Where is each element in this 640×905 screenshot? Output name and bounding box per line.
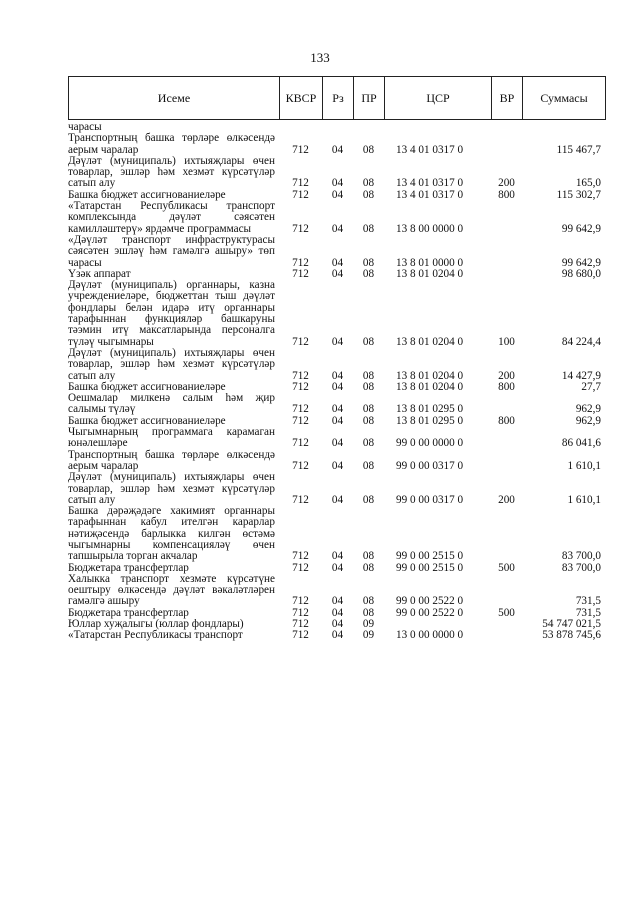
table-row — [68, 574, 605, 608]
cell-name: Халыкка транспорт хезмәте күрсәтүне оештыру өлкәсендә дәүләт вәкаләтләрен гамәлгә ашыру — [68, 572, 275, 608]
cell-vr: 500 — [498, 606, 515, 619]
cell-pr: 08 — [362, 380, 375, 393]
cell-vr — [491, 235, 522, 269]
cell-kvsr: 712 — [292, 256, 309, 269]
cell-csr: 13 8 01 0204 0 — [396, 335, 464, 348]
cell-kvsr: 712 — [292, 335, 309, 348]
cell-pr: 08 — [362, 595, 375, 608]
cell-kvsr: 712 — [292, 437, 309, 450]
cell-csr: 13 0 00 0000 0 — [396, 629, 464, 642]
cell-sum: 14 427,9 — [561, 369, 601, 382]
cell-vr — [491, 393, 522, 416]
cell-rz: 04 — [331, 595, 344, 608]
cell-rz: 04 — [331, 618, 344, 631]
table-row — [68, 235, 605, 269]
cell-name: Дәүләт (муниципаль) ихтыяҗлары өчен товарлар, эшләр һәм хезмәт күрсәтүләр сатып алу — [68, 346, 275, 382]
cell-sum: 99 642,9 — [561, 222, 601, 235]
cell-sum: 83 700,0 — [561, 561, 601, 574]
cell-sum: 86 041,6 — [561, 437, 601, 450]
cell-csr: 13 8 01 0000 0 — [396, 256, 464, 269]
cell-csr: 99 0 00 2515 0 — [396, 550, 464, 563]
table-row — [68, 280, 605, 348]
cell-csr: 13 4 01 0317 0 — [396, 177, 464, 190]
cell-pr: 08 — [362, 561, 375, 574]
table-row — [68, 427, 605, 450]
cell-pr: 09 — [362, 629, 375, 642]
cell-kvsr: 712 — [292, 414, 309, 427]
cell-csr: 99 0 00 0317 0 — [396, 459, 464, 472]
header-kvsr: КВСР — [280, 77, 323, 120]
cell-name: Башка бюджет ассигнованиеләре — [68, 188, 226, 201]
cell-vr — [491, 574, 522, 608]
cell-rz: 04 — [331, 267, 344, 280]
cell-rz: 04 — [331, 414, 344, 427]
cell-name: Транспортның башка төрләре өлкәсендә аерым чаралар — [68, 132, 275, 156]
cell-rz: 04 — [331, 188, 344, 201]
cell-vr — [491, 506, 522, 562]
cell-csr: 99 0 00 2522 0 — [396, 606, 464, 619]
cell-vr — [491, 133, 522, 156]
cell-sum: 731,5 — [575, 595, 601, 608]
table-body — [68, 122, 605, 642]
cell-sum: 1 610,1 — [567, 459, 601, 472]
cell-kvsr: 712 — [292, 188, 309, 201]
cell-name: чарасы — [68, 121, 102, 133]
cell-csr: 13 8 00 0000 0 — [396, 222, 464, 235]
cell-sum: 962,9 — [575, 403, 601, 416]
cell-name: «Татарстан Республикасы транспорт — [68, 629, 243, 642]
cell-rz — [322, 122, 353, 133]
cell-csr: 13 8 01 0295 0 — [396, 403, 464, 416]
cell-rz: 04 — [331, 256, 344, 269]
cell-name: «Дәүләт транспорт инфраструктурасы сәясәтен эшләү һәм гамәлгә ашыру» төп чарасы — [68, 233, 275, 269]
cell-vr: 200 — [498, 493, 515, 506]
cell-sum: 83 700,0 — [561, 550, 601, 563]
cell-name: Дәүләт (муниципаль) органнары, казна учреждениеләре, бюджеттан тыш дәүләт фондлары белән идарә итү органнары тарафыннан функцияләр башкаруны тәэмин итү максатларында персоналга түләү чыгымнары — [68, 279, 275, 348]
header-name: Исеме — [69, 77, 280, 120]
cell-vr: 200 — [498, 369, 515, 382]
cell-csr: 13 4 01 0317 0 — [396, 188, 464, 201]
cell-name: Юллар хуҗалыгы (юллар фондлары) — [68, 618, 244, 631]
cell-sum: 962,9 — [575, 414, 601, 427]
cell-name: Үзәк аппарат — [68, 267, 131, 280]
cell-sum: 84 224,4 — [561, 335, 601, 348]
cell-vr — [491, 122, 522, 133]
cell-name: Башка дәрәҗәдәге хакимият органнары тарафыннан кабул ителгән карарлар нәтиҗәсендә барлыкка килгән өстәмә чыгымнарны компенсацияләү өчен тапшырыла торган акчалар — [68, 505, 275, 563]
cell-kvsr: 712 — [292, 143, 309, 156]
header-sum: Суммасы — [523, 77, 606, 120]
cell-rz: 04 — [331, 380, 344, 393]
cell-vr: 800 — [498, 188, 515, 201]
table-row — [68, 630, 605, 641]
cell-vr — [491, 450, 522, 473]
cell-kvsr: 712 — [292, 618, 309, 631]
cell-pr: 08 — [362, 177, 375, 190]
cell-pr: 08 — [362, 403, 375, 416]
cell-kvsr — [279, 122, 322, 133]
cell-sum: 53 878 745,6 — [542, 629, 601, 642]
cell-kvsr: 712 — [292, 459, 309, 472]
cell-vr — [491, 619, 522, 630]
cell-csr: 13 8 01 0204 0 — [396, 380, 464, 393]
cell-sum: 99 642,9 — [561, 256, 601, 269]
cell-sum: 1 610,1 — [567, 493, 601, 506]
header-vr: ВР — [492, 77, 523, 120]
page-number: 133 — [310, 50, 330, 65]
cell-vr — [491, 427, 522, 450]
cell-pr: 08 — [362, 267, 375, 280]
cell-name: Дәүләт (муниципаль) ихтыяҗлары өчен товарлар, эшләр һәм хезмәт күрсәтүләр сатып алу — [68, 471, 275, 506]
cell-rz: 04 — [331, 143, 344, 156]
cell-name: Башка бюджет ассигнованиеләре — [68, 380, 226, 393]
cell-sum: 27,7 — [581, 380, 601, 393]
cell-pr: 08 — [362, 606, 375, 619]
cell-kvsr: 712 — [292, 267, 309, 280]
table-row — [68, 393, 605, 416]
cell-kvsr: 712 — [292, 550, 309, 563]
table-row — [68, 348, 605, 382]
cell-pr: 08 — [362, 256, 375, 269]
cell-rz: 04 — [331, 437, 344, 450]
cell-pr: 08 — [362, 459, 375, 472]
cell-name: Башка бюджет ассигнованиеләре — [68, 414, 226, 427]
cell-name: Бюджетара трансфертлар — [68, 561, 189, 574]
cell-vr — [491, 630, 522, 641]
cell-csr: 99 0 00 0317 0 — [396, 493, 464, 506]
cell-rz: 04 — [331, 403, 344, 416]
cell-name: Бюджетара трансфертлар — [68, 606, 189, 619]
cell-sum — [522, 122, 605, 133]
cell-kvsr: 712 — [292, 177, 309, 190]
cell-name: Дәүләт (муниципаль) ихтыяҗлары өчен товарлар, эшләр һәм хезмәт күрсәтүләр сатып алу — [68, 154, 275, 190]
cell-pr: 08 — [362, 414, 375, 427]
cell-csr: 13 8 01 0204 0 — [396, 369, 464, 382]
cell-kvsr: 712 — [292, 403, 309, 416]
cell-csr: 13 8 01 0204 0 — [396, 267, 464, 280]
cell-vr: 100 — [498, 335, 515, 348]
cell-pr: 08 — [362, 369, 375, 382]
table-row — [68, 506, 605, 562]
cell-kvsr: 712 — [292, 629, 309, 642]
cell-pr: 09 — [362, 618, 375, 631]
cell-rz: 04 — [331, 550, 344, 563]
cell-pr: 08 — [362, 335, 375, 348]
cell-pr — [353, 122, 384, 133]
table-row — [68, 472, 605, 506]
header-pr: ПР — [354, 77, 385, 120]
cell-vr — [491, 201, 522, 235]
cell-kvsr: 712 — [292, 369, 309, 382]
cell-pr: 08 — [362, 143, 375, 156]
cell-kvsr: 712 — [292, 222, 309, 235]
cell-csr — [384, 122, 491, 133]
table-header — [68, 76, 606, 120]
cell-rz: 04 — [331, 561, 344, 574]
cell-kvsr: 712 — [292, 380, 309, 393]
cell-kvsr: 712 — [292, 606, 309, 619]
cell-sum: 165,0 — [575, 177, 601, 190]
cell-sum: 731,5 — [575, 606, 601, 619]
cell-kvsr: 712 — [292, 493, 309, 506]
cell-rz: 04 — [331, 335, 344, 348]
cell-csr: 99 0 00 2522 0 — [396, 595, 464, 608]
table-row — [68, 156, 605, 190]
cell-pr: 08 — [362, 437, 375, 450]
cell-pr: 08 — [362, 188, 375, 201]
cell-kvsr: 712 — [292, 561, 309, 574]
cell-rz: 04 — [331, 459, 344, 472]
cell-name: «Татарстан Республикасы транспорт комплексында дәүләт сәясәтен камилләштерү» ярдәмче программасы — [68, 200, 275, 235]
cell-rz: 04 — [331, 369, 344, 382]
cell-csr: 13 8 01 0295 0 — [396, 414, 464, 427]
cell-vr: 500 — [498, 561, 515, 574]
cell-csr: 99 0 00 0000 0 — [396, 437, 464, 450]
table-row — [68, 133, 605, 156]
cell-sum: 115 467,7 — [556, 143, 601, 156]
cell-vr: 800 — [498, 414, 515, 427]
cell-rz: 04 — [331, 493, 344, 506]
cell-rz: 04 — [331, 177, 344, 190]
cell-pr: 08 — [362, 550, 375, 563]
cell-pr: 08 — [362, 493, 375, 506]
cell-name: Транспортның башка төрләре өлкәсендә аерым чаралар — [68, 448, 275, 472]
cell-vr: 800 — [498, 380, 515, 393]
header-rz: Рз — [323, 77, 354, 120]
cell-name: Оешмалар милкенә салым һәм җир салымы түләү — [68, 392, 275, 416]
table-row — [68, 201, 605, 235]
cell-csr: 13 4 01 0317 0 — [396, 143, 464, 156]
cell-kvsr: 712 — [292, 595, 309, 608]
cell-csr: 99 0 00 2515 0 — [396, 561, 464, 574]
cell-vr: 200 — [498, 177, 515, 190]
cell-sum: 98 680,0 — [561, 267, 601, 280]
header-csr: ЦСР — [385, 77, 492, 120]
cell-name: Чыгымнарның программага карамаган юнәлешләре — [68, 426, 275, 450]
cell-pr: 08 — [362, 222, 375, 235]
cell-rz: 04 — [331, 606, 344, 619]
cell-rz: 04 — [331, 629, 344, 642]
cell-sum: 54 747 021,5 — [542, 618, 601, 631]
table-row — [68, 450, 605, 473]
cell-vr — [491, 269, 522, 280]
cell-rz: 04 — [331, 222, 344, 235]
cell-sum: 115 302,7 — [556, 188, 601, 201]
budget-table — [68, 76, 605, 642]
